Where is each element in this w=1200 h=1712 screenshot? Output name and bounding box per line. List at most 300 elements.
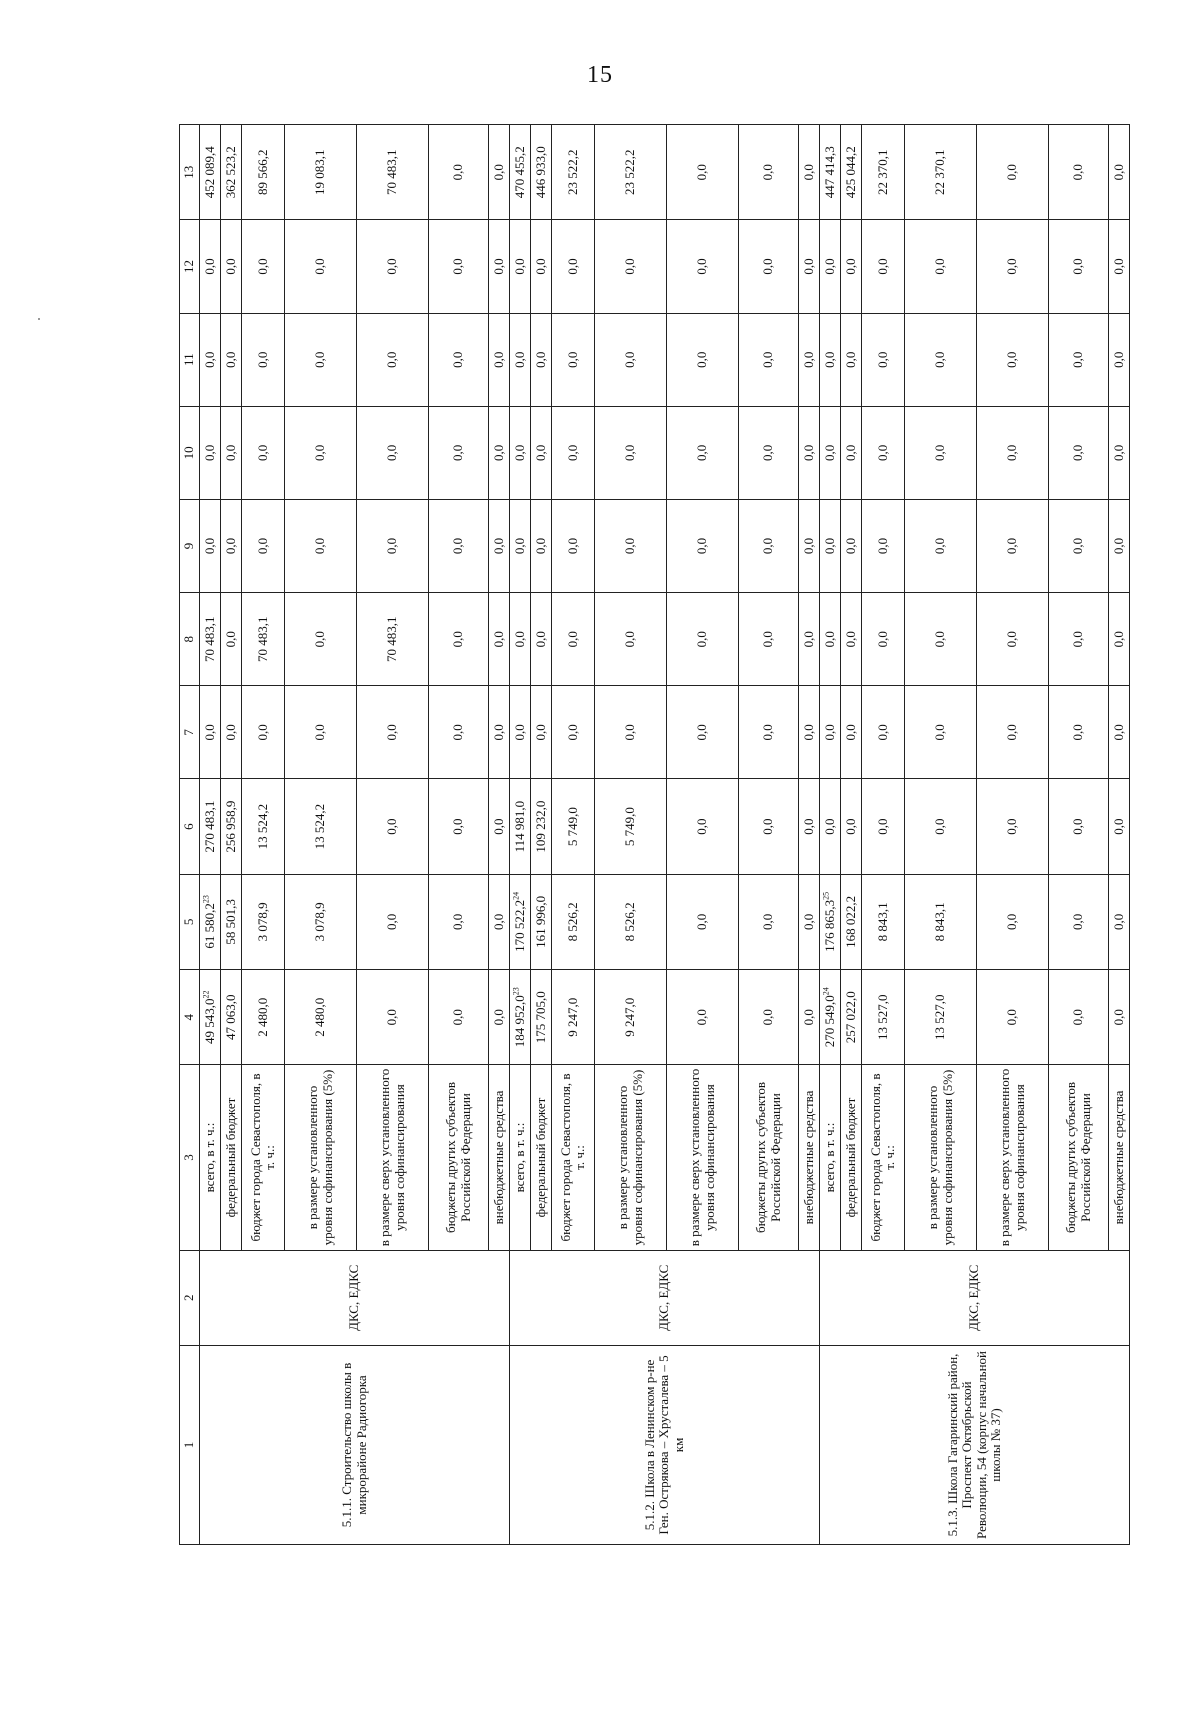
value-text: 0,0 bbox=[222, 258, 238, 275]
value-cell-7 bbox=[841, 686, 862, 779]
value-cell-13 bbox=[1109, 125, 1130, 220]
value-cell-10 bbox=[1049, 406, 1109, 499]
value-text: 0,0 bbox=[450, 913, 466, 931]
value-text: 0,0 bbox=[450, 631, 466, 648]
value-text: 0,0 bbox=[932, 537, 948, 555]
value-text: 0,0 bbox=[694, 818, 710, 835]
value-cell-8 bbox=[357, 593, 429, 686]
value-text: 0,0 bbox=[222, 351, 238, 368]
funding-source-cell: бюджеты других субъектов Российской Федерации bbox=[429, 1065, 489, 1250]
value-cell-5 bbox=[820, 874, 841, 969]
value-text: 22 370,1 bbox=[932, 149, 948, 195]
value-text: 9 247,0 bbox=[564, 997, 580, 1037]
value-text: 19 083,1 bbox=[312, 149, 328, 195]
value-text: 0,0 bbox=[932, 818, 948, 835]
value-cell-7 bbox=[510, 686, 531, 779]
value-text: 0,0 bbox=[800, 351, 816, 368]
value-text: 0,0 bbox=[564, 537, 580, 555]
value-text: 0,0 bbox=[532, 537, 548, 555]
value-cell-6 bbox=[667, 779, 739, 874]
footnote-mark: 23 bbox=[511, 987, 521, 996]
value-cell-13 bbox=[429, 125, 489, 220]
value-text: 0,0 bbox=[1070, 913, 1086, 931]
value-text: 170 522,2 bbox=[511, 899, 527, 952]
value-cell-10 bbox=[357, 406, 429, 499]
value-cell-4 bbox=[429, 970, 489, 1065]
value-cell-13 bbox=[977, 125, 1049, 220]
value-text: 0,0 bbox=[800, 258, 816, 275]
value-cell-5 bbox=[429, 874, 489, 969]
value-cell-13 bbox=[841, 125, 862, 220]
value-text: 0,0 bbox=[760, 258, 776, 275]
value-text: 0,0 bbox=[760, 1009, 776, 1026]
value-text: 270 483,1 bbox=[201, 800, 217, 853]
value-cell-11 bbox=[905, 313, 977, 406]
value-text: 0,0 bbox=[254, 351, 270, 368]
value-cell-8 bbox=[841, 593, 862, 686]
value-text: 0,0 bbox=[490, 351, 506, 368]
funding-source-cell: бюджет города Севастополя, в т. ч.: bbox=[862, 1065, 905, 1250]
value-text: 0,0 bbox=[694, 164, 710, 181]
value-cell-9 bbox=[977, 499, 1049, 592]
value-text: 0,0 bbox=[694, 724, 710, 741]
value-text: 0,0 bbox=[490, 631, 506, 648]
value-text: 0,0 bbox=[490, 258, 506, 275]
value-cell-6 bbox=[820, 779, 841, 874]
value-text: 0,0 bbox=[874, 818, 890, 835]
value-text: 0,0 bbox=[222, 724, 238, 741]
executor-cell: ДКС, ЕДКС bbox=[510, 1250, 820, 1345]
value-cell-4 bbox=[531, 970, 552, 1065]
value-cell-10 bbox=[552, 406, 595, 499]
value-text: 0,0 bbox=[760, 724, 776, 741]
value-cell-5 bbox=[862, 874, 905, 969]
budget-table bbox=[179, 124, 1130, 1545]
value-cell-6 bbox=[977, 779, 1049, 874]
value-text: 0,0 bbox=[821, 537, 837, 555]
value-text: 0,0 bbox=[564, 444, 580, 461]
value-text: 0,0 bbox=[201, 537, 217, 555]
value-text: 0,0 bbox=[1110, 913, 1126, 931]
value-cell-4 bbox=[1109, 970, 1130, 1065]
value-cell-13 bbox=[905, 125, 977, 220]
value-text: 0,0 bbox=[490, 1009, 506, 1026]
value-text: 0,0 bbox=[932, 258, 948, 275]
value-cell-4 bbox=[667, 970, 739, 1065]
value-cell-13 bbox=[739, 125, 799, 220]
value-cell-6 bbox=[905, 779, 977, 874]
value-text: 8 526,2 bbox=[564, 902, 580, 942]
value-cell-9 bbox=[285, 499, 357, 592]
value-cell-11 bbox=[242, 313, 285, 406]
value-text: 0,0 bbox=[450, 818, 466, 835]
column-number-cell: 4 bbox=[180, 970, 200, 1065]
value-text: 0,0 bbox=[1004, 913, 1020, 931]
value-text: 0,0 bbox=[760, 537, 776, 555]
value-text: 0,0 bbox=[842, 444, 858, 461]
value-cell-5 bbox=[510, 874, 531, 969]
column-number-cell: 13 bbox=[180, 125, 200, 220]
value-cell-4 bbox=[905, 970, 977, 1065]
footnote-mark: 22 bbox=[201, 990, 211, 999]
value-text: 0,0 bbox=[760, 913, 776, 931]
value-cell-10 bbox=[820, 406, 841, 499]
value-text: 0,0 bbox=[450, 164, 466, 181]
value-text: 175 705,0 bbox=[532, 991, 548, 1044]
value-cell-6 bbox=[739, 779, 799, 874]
value-text: 0,0 bbox=[1004, 1009, 1020, 1026]
page-number: 15 bbox=[587, 62, 613, 88]
value-cell-8 bbox=[799, 593, 820, 686]
funding-source-cell: федеральный бюджет bbox=[221, 1065, 242, 1250]
value-cell-10 bbox=[841, 406, 862, 499]
value-text: 0,0 bbox=[821, 818, 837, 835]
value-cell-4 bbox=[552, 970, 595, 1065]
value-text: 0,0 bbox=[694, 351, 710, 368]
value-cell-9 bbox=[357, 499, 429, 592]
value-cell-12 bbox=[221, 220, 242, 313]
value-cell-12 bbox=[739, 220, 799, 313]
value-cell-11 bbox=[1109, 313, 1130, 406]
value-text: 0,0 bbox=[312, 537, 328, 555]
value-text: 47 063,0 bbox=[222, 994, 238, 1040]
value-cell-8 bbox=[489, 593, 510, 686]
value-cell-10 bbox=[531, 406, 552, 499]
value-cell-10 bbox=[595, 406, 667, 499]
footnote-mark: 24 bbox=[821, 987, 831, 996]
value-cell-6 bbox=[429, 779, 489, 874]
value-cell-11 bbox=[221, 313, 242, 406]
value-cell-6 bbox=[595, 779, 667, 874]
value-cell-4 bbox=[841, 970, 862, 1065]
object-name-cell: 5.1.3. Школа Гагаринский район, Проспект Октябрьской Революции, 54 (корпус начальной школы № 37) bbox=[820, 1345, 1130, 1544]
value-text: 0,0 bbox=[932, 444, 948, 461]
value-cell-9 bbox=[667, 499, 739, 592]
value-text: 0,0 bbox=[490, 164, 506, 181]
value-cell-5 bbox=[841, 874, 862, 969]
value-text: 109 232,0 bbox=[532, 800, 548, 853]
value-cell-13 bbox=[200, 125, 221, 220]
value-text: 0,0 bbox=[694, 631, 710, 648]
value-text: 0,0 bbox=[254, 444, 270, 461]
value-text: 0,0 bbox=[842, 258, 858, 275]
value-cell-6 bbox=[510, 779, 531, 874]
table-row bbox=[510, 125, 531, 1545]
value-text: 0,0 bbox=[622, 351, 638, 368]
value-cell-4 bbox=[862, 970, 905, 1065]
value-cell-13 bbox=[1049, 125, 1109, 220]
value-text: 61 580,2 bbox=[201, 903, 217, 949]
value-cell-12 bbox=[357, 220, 429, 313]
value-cell-9 bbox=[531, 499, 552, 592]
value-text: 0,0 bbox=[490, 724, 506, 741]
value-text: 0,0 bbox=[932, 724, 948, 741]
value-text: 161 996,0 bbox=[532, 895, 548, 948]
funding-source-cell: бюджеты других субъектов Российской Федерации bbox=[1049, 1065, 1109, 1250]
value-text: 0,0 bbox=[821, 351, 837, 368]
value-cell-4 bbox=[799, 970, 820, 1065]
value-text: 13 524,2 bbox=[254, 803, 270, 850]
value-cell-8 bbox=[862, 593, 905, 686]
value-text: 0,0 bbox=[1110, 444, 1126, 461]
value-text: 0,0 bbox=[1110, 818, 1126, 835]
value-cell-4 bbox=[739, 970, 799, 1065]
value-cell-11 bbox=[1049, 313, 1109, 406]
value-text: 70 483,1 bbox=[254, 616, 270, 662]
value-text: 8 843,1 bbox=[932, 902, 948, 942]
column-number-row bbox=[180, 125, 200, 1545]
value-text: 23 522,2 bbox=[564, 149, 580, 195]
value-cell-9 bbox=[489, 499, 510, 592]
value-text: 0,0 bbox=[800, 724, 816, 741]
value-text: 0,0 bbox=[1070, 818, 1086, 835]
value-cell-10 bbox=[221, 406, 242, 499]
value-cell-12 bbox=[667, 220, 739, 313]
funding-source-cell: внебюджетные средства bbox=[799, 1065, 820, 1250]
value-cell-11 bbox=[531, 313, 552, 406]
column-number-cell: 6 bbox=[180, 779, 200, 874]
value-text: 0,0 bbox=[800, 818, 816, 835]
value-cell-12 bbox=[552, 220, 595, 313]
value-text: 0,0 bbox=[450, 724, 466, 741]
value-cell-7 bbox=[242, 686, 285, 779]
value-text: 49 543,0 bbox=[201, 998, 217, 1044]
value-cell-12 bbox=[429, 220, 489, 313]
value-text: 0,0 bbox=[622, 258, 638, 275]
value-text: 0,0 bbox=[932, 631, 948, 648]
value-cell-12 bbox=[200, 220, 221, 313]
value-text: 0,0 bbox=[511, 444, 527, 461]
value-cell-7 bbox=[739, 686, 799, 779]
value-cell-5 bbox=[977, 874, 1049, 969]
value-cell-13 bbox=[552, 125, 595, 220]
value-cell-9 bbox=[200, 499, 221, 592]
value-cell-13 bbox=[667, 125, 739, 220]
value-cell-7 bbox=[531, 686, 552, 779]
value-text: 23 522,2 bbox=[622, 149, 638, 195]
value-text: 0,0 bbox=[842, 724, 858, 741]
value-text: 0,0 bbox=[760, 631, 776, 648]
value-text: 0,0 bbox=[1004, 351, 1020, 368]
funding-source-cell: в размере установленного уровня софинансирования (5%) bbox=[905, 1065, 977, 1250]
funding-source-cell: в размере сверх установленного уровня софинансирования bbox=[357, 1065, 429, 1250]
value-cell-11 bbox=[357, 313, 429, 406]
value-cell-6 bbox=[862, 779, 905, 874]
value-text: 0,0 bbox=[222, 537, 238, 555]
value-text: 0,0 bbox=[564, 351, 580, 368]
value-cell-11 bbox=[489, 313, 510, 406]
value-text: 0,0 bbox=[874, 724, 890, 741]
value-text: 0,0 bbox=[490, 818, 506, 835]
value-text: 0,0 bbox=[564, 258, 580, 275]
value-cell-8 bbox=[221, 593, 242, 686]
value-text: 58 501,3 bbox=[222, 899, 238, 945]
value-text: 3 078,9 bbox=[254, 902, 270, 942]
value-cell-7 bbox=[1109, 686, 1130, 779]
value-cell-13 bbox=[820, 125, 841, 220]
value-cell-5 bbox=[552, 874, 595, 969]
value-text: 0,0 bbox=[1070, 1009, 1086, 1026]
value-text: 0,0 bbox=[694, 1009, 710, 1026]
value-cell-13 bbox=[531, 125, 552, 220]
value-text: 0,0 bbox=[1070, 631, 1086, 648]
value-text: 5 749,0 bbox=[622, 807, 638, 847]
value-cell-7 bbox=[1049, 686, 1109, 779]
value-text: 0,0 bbox=[254, 258, 270, 275]
value-text: 0,0 bbox=[1070, 258, 1086, 275]
value-text: 13 527,0 bbox=[932, 994, 948, 1040]
value-cell-11 bbox=[200, 313, 221, 406]
value-text: 0,0 bbox=[201, 351, 217, 368]
value-cell-11 bbox=[552, 313, 595, 406]
funding-source-cell: всего, в т. ч.: bbox=[200, 1065, 221, 1250]
value-cell-13 bbox=[799, 125, 820, 220]
value-text: 0,0 bbox=[201, 444, 217, 461]
value-cell-4 bbox=[285, 970, 357, 1065]
value-text: 184 952,0 bbox=[511, 995, 527, 1048]
value-cell-5 bbox=[242, 874, 285, 969]
value-text: 0,0 bbox=[1004, 258, 1020, 275]
value-text: 0,0 bbox=[450, 258, 466, 275]
value-cell-11 bbox=[429, 313, 489, 406]
value-cell-5 bbox=[200, 874, 221, 969]
value-text: 89 566,2 bbox=[254, 149, 270, 195]
funding-source-cell: внебюджетные средства bbox=[1109, 1065, 1130, 1250]
value-cell-12 bbox=[1109, 220, 1130, 313]
value-cell-8 bbox=[1049, 593, 1109, 686]
value-text: 0,0 bbox=[532, 351, 548, 368]
value-cell-12 bbox=[510, 220, 531, 313]
value-text: 0,0 bbox=[821, 444, 837, 461]
value-text: 0,0 bbox=[932, 351, 948, 368]
funding-source-cell: внебюджетные средства bbox=[489, 1065, 510, 1250]
value-cell-9 bbox=[862, 499, 905, 592]
value-text: 0,0 bbox=[384, 444, 400, 461]
value-text: 0,0 bbox=[1070, 724, 1086, 741]
value-text: 0,0 bbox=[490, 537, 506, 555]
value-cell-5 bbox=[285, 874, 357, 969]
value-text: 9 247,0 bbox=[622, 997, 638, 1037]
value-text: 0,0 bbox=[1110, 164, 1126, 181]
value-cell-10 bbox=[862, 406, 905, 499]
value-text: 0,0 bbox=[490, 444, 506, 461]
value-text: 13 524,2 bbox=[312, 803, 328, 850]
value-cell-11 bbox=[595, 313, 667, 406]
value-text: 0,0 bbox=[384, 351, 400, 368]
value-text: 362 523,2 bbox=[222, 146, 238, 199]
funding-source-cell: в размере сверх установленного уровня софинансирования bbox=[667, 1065, 739, 1250]
value-cell-11 bbox=[799, 313, 820, 406]
value-text: 256 958,9 bbox=[222, 800, 238, 853]
value-cell-6 bbox=[799, 779, 820, 874]
value-text: 0,0 bbox=[532, 631, 548, 648]
value-cell-7 bbox=[221, 686, 242, 779]
value-cell-8 bbox=[977, 593, 1049, 686]
value-cell-6 bbox=[221, 779, 242, 874]
value-cell-10 bbox=[510, 406, 531, 499]
value-text: 0,0 bbox=[1110, 724, 1126, 741]
scan-artifact-dot bbox=[38, 318, 40, 320]
value-text: 0,0 bbox=[384, 724, 400, 741]
funding-source-cell: всего, в т. ч.: bbox=[820, 1065, 841, 1250]
value-cell-8 bbox=[595, 593, 667, 686]
value-cell-12 bbox=[242, 220, 285, 313]
value-cell-4 bbox=[242, 970, 285, 1065]
value-text: 0,0 bbox=[1004, 631, 1020, 648]
value-cell-10 bbox=[200, 406, 221, 499]
value-text: 0,0 bbox=[1004, 164, 1020, 181]
value-cell-13 bbox=[862, 125, 905, 220]
value-text: 0,0 bbox=[760, 818, 776, 835]
value-cell-7 bbox=[429, 686, 489, 779]
value-text: 0,0 bbox=[312, 631, 328, 648]
value-cell-7 bbox=[489, 686, 510, 779]
value-text: 0,0 bbox=[874, 258, 890, 275]
value-text: 0,0 bbox=[1070, 444, 1086, 461]
value-text: 0,0 bbox=[1004, 537, 1020, 555]
value-text: 470 455,2 bbox=[511, 146, 527, 199]
value-cell-9 bbox=[841, 499, 862, 592]
value-cell-11 bbox=[739, 313, 799, 406]
value-text: 0,0 bbox=[564, 724, 580, 741]
value-text: 0,0 bbox=[511, 724, 527, 741]
value-text: 0,0 bbox=[694, 537, 710, 555]
value-text: 0,0 bbox=[1070, 164, 1086, 181]
value-cell-11 bbox=[841, 313, 862, 406]
value-cell-5 bbox=[905, 874, 977, 969]
value-cell-10 bbox=[242, 406, 285, 499]
value-cell-5 bbox=[799, 874, 820, 969]
value-cell-4 bbox=[489, 970, 510, 1065]
value-text: 0,0 bbox=[842, 818, 858, 835]
value-text: 0,0 bbox=[694, 258, 710, 275]
value-text: 0,0 bbox=[800, 164, 816, 181]
column-number-cell: 10 bbox=[180, 406, 200, 499]
value-text: 70 483,1 bbox=[384, 149, 400, 195]
value-cell-9 bbox=[595, 499, 667, 592]
value-cell-12 bbox=[905, 220, 977, 313]
value-cell-9 bbox=[510, 499, 531, 592]
value-cell-7 bbox=[667, 686, 739, 779]
value-cell-10 bbox=[667, 406, 739, 499]
value-text: 0,0 bbox=[1110, 537, 1126, 555]
value-cell-11 bbox=[285, 313, 357, 406]
value-cell-9 bbox=[242, 499, 285, 592]
column-number-cell: 8 bbox=[180, 593, 200, 686]
column-number-cell: 11 bbox=[180, 313, 200, 406]
column-number-cell: 9 bbox=[180, 499, 200, 592]
value-cell-11 bbox=[977, 313, 1049, 406]
value-cell-11 bbox=[510, 313, 531, 406]
value-cell-7 bbox=[905, 686, 977, 779]
object-name-cell: 5.1.1. Строительство школы в микрорайоне Радиогорка bbox=[200, 1345, 510, 1544]
value-cell-8 bbox=[429, 593, 489, 686]
value-text: 70 483,1 bbox=[384, 616, 400, 662]
value-cell-7 bbox=[595, 686, 667, 779]
value-cell-5 bbox=[1049, 874, 1109, 969]
value-cell-7 bbox=[820, 686, 841, 779]
value-text: 257 022,0 bbox=[842, 991, 858, 1044]
value-cell-7 bbox=[285, 686, 357, 779]
value-text: 0,0 bbox=[821, 258, 837, 275]
value-text: 0,0 bbox=[384, 258, 400, 275]
value-cell-9 bbox=[221, 499, 242, 592]
value-text: 0,0 bbox=[760, 444, 776, 461]
value-text: 13 527,0 bbox=[874, 994, 890, 1040]
value-cell-8 bbox=[552, 593, 595, 686]
table-row bbox=[820, 125, 841, 1545]
funding-source-cell: бюджеты других субъектов Российской Федерации bbox=[739, 1065, 799, 1250]
